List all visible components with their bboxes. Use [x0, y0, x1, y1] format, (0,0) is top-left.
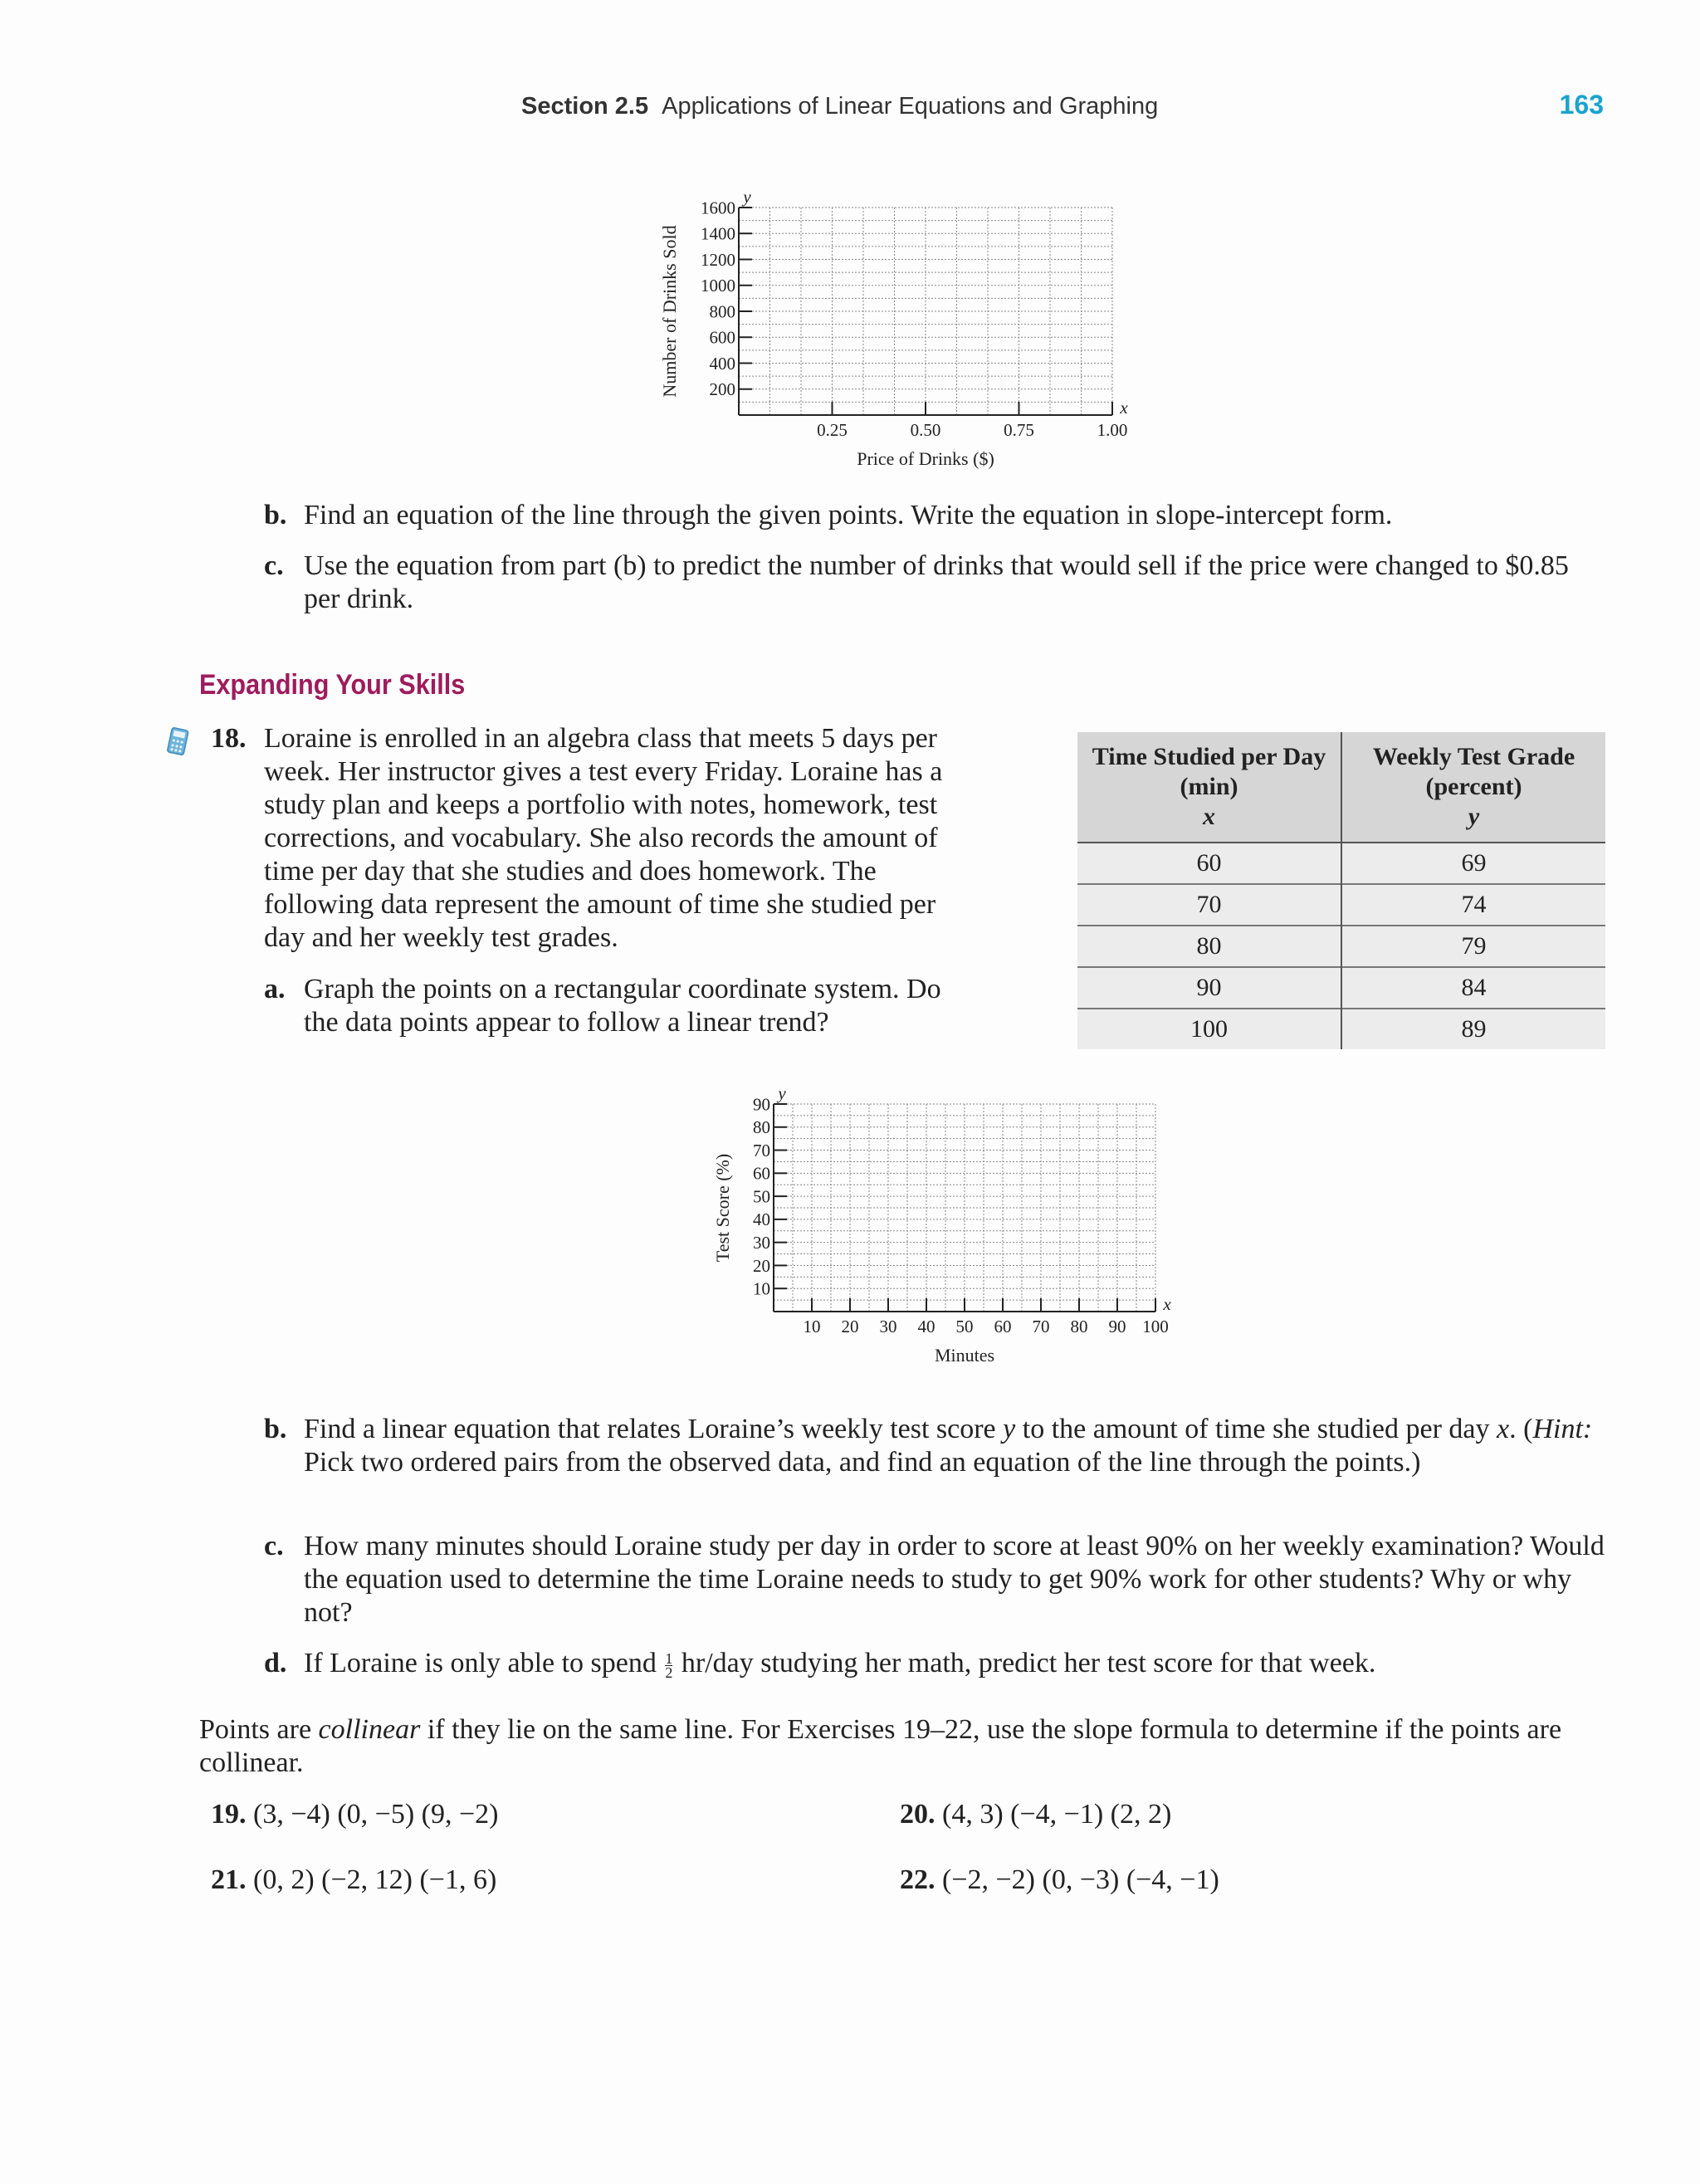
x-tick-label: 0.75 [1004, 420, 1034, 440]
y-tick-label: 30 [753, 1233, 770, 1253]
y-tick-label: 600 [709, 327, 735, 348]
y-axis-label: Test Score (%) [712, 1153, 733, 1263]
part-text: hr/day studying her math, predict her test score for that week. [674, 1648, 1376, 1678]
intro-line: Loraine is enrolled in an algebra class that meets 5 days per [264, 723, 937, 754]
y-axis-label: Number of Drinks Sold [659, 225, 680, 398]
exercise-19: 19. (3, −4) (0, −5) (9, −2) [211, 1799, 499, 1830]
collinear-instructions: Points are collinear if they lie on the same line. For Exercises 19–22, use the slope formula to determine if the points are collinear. [199, 1714, 1562, 1778]
part-text: If Loraine is only able to spend [304, 1648, 664, 1678]
calculator-icon [166, 727, 189, 757]
x-axis-label: Price of Drinks ($) [857, 448, 994, 469]
x-tick-label: 1.00 [1097, 420, 1128, 440]
table-row [1077, 884, 1605, 926]
x-axis-label: Minutes [934, 1345, 995, 1366]
intro-line: study plan and keeps a portfolio with notes, homework, test [264, 789, 938, 820]
y-axis-variable: y [778, 1083, 786, 1103]
table-cell: 100 [1077, 1009, 1341, 1049]
y-tick-label: 10 [753, 1278, 770, 1299]
exercise-20: 20. (4, 3) (−4, −1) (2, 2) [900, 1799, 1172, 1830]
x-tick-label: 30 [879, 1317, 897, 1336]
table-cell: 74 [1341, 884, 1605, 926]
x-tick-label: 70 [1032, 1317, 1050, 1336]
exercise-22: 22. (−2, −2) (0, −3) (−4, −1) [900, 1864, 1219, 1895]
y-tick-label: 1400 [701, 223, 735, 244]
y-tick-label: 200 [709, 379, 735, 400]
x-tick-label: 20 [841, 1317, 859, 1336]
x-tick-label: 80 [1070, 1317, 1088, 1336]
x-tick-label: 50 [955, 1317, 974, 1336]
part-label: c. [264, 550, 284, 581]
ex17-part-c [264, 550, 1609, 616]
table-cell: 70 [1077, 884, 1341, 926]
y-tick-label: 70 [753, 1140, 770, 1160]
intro-line: day and her weekly test grades. [264, 922, 618, 953]
part-line: the data points appear to follow a linear trend? [304, 1007, 829, 1038]
table-row [1077, 843, 1605, 884]
table-cell: 79 [1341, 926, 1605, 967]
part-text: Use the equation from part (b) to predict the number of drinks that would sell if the price were changed to $0.85 per drink. [304, 550, 1569, 614]
x-tick-label: 100 [1142, 1317, 1169, 1336]
y-tick-label: 50 [753, 1186, 770, 1207]
y-tick-label: 90 [753, 1094, 770, 1115]
drinks-chart [647, 174, 1179, 481]
table-header-time: Time Studied per Day (min) x [1077, 732, 1341, 843]
x-tick-label: 60 [994, 1317, 1012, 1336]
ex18-part-a [264, 973, 1028, 1039]
part-text: to the amount of time she studied per day [1015, 1414, 1497, 1444]
part-label: b. [264, 1414, 287, 1444]
part-text: Find an equation of the line through the given points. Write the equation in slope-intercept form. [304, 500, 1393, 530]
table-row [1077, 967, 1605, 1009]
y-tick-label: 40 [753, 1209, 770, 1230]
y-tick-label: 1000 [701, 276, 735, 296]
table-row [1077, 926, 1605, 967]
ex18-part-b [264, 1413, 1609, 1479]
y-axis-variable: y [743, 187, 751, 207]
section-heading: Expanding Your Skills [199, 669, 466, 701]
part-text: . ( [1509, 1414, 1533, 1444]
ex18-number: 18. [211, 723, 247, 754]
x-tick-label: 10 [803, 1317, 821, 1336]
section-label: Section 2.5 [521, 93, 649, 120]
section-title: Applications of Linear Equations and Graphing [662, 93, 1159, 120]
intro-line: week. Her instructor gives a test every Friday. Loraine has a [264, 756, 943, 787]
part-line: Graph the points on a rectangular coordinate system. Do [304, 974, 941, 1004]
intro-line: following data represent the amount of time she studied per [264, 889, 936, 920]
ex17-part-b [264, 499, 1609, 532]
part-label: b. [264, 500, 287, 530]
hint-label: Hint: [1532, 1414, 1593, 1444]
x-tick-label: 0.25 [817, 420, 848, 440]
ex18-part-d [264, 1647, 1609, 1680]
table-cell: 89 [1341, 1009, 1605, 1049]
intro-line: time per day that she studies and does homework. The [264, 856, 877, 887]
study-data-table [1077, 732, 1605, 1049]
var-x: x [1497, 1414, 1510, 1444]
table-row [1077, 1009, 1605, 1049]
part-text: How many minutes should Loraine study per day in order to score at least 90% on her weekly examination? Would the equation used to determine the time Loraine needs to study to get 90% work for other students? Why or why not? [304, 1531, 1605, 1628]
page-number: 163 [1559, 90, 1604, 120]
x-axis-variable: x [1163, 1294, 1171, 1314]
table-cell: 90 [1077, 967, 1341, 1009]
table-header-grade: Weekly Test Grade (percent) y [1341, 732, 1605, 843]
part-label: a. [264, 974, 286, 1004]
part-label: c. [264, 1531, 284, 1561]
fraction: $\frac{1}{2}$ [665, 1649, 673, 1681]
collinear-term: collinear [318, 1714, 421, 1745]
ex18-intro [264, 722, 1028, 955]
table-cell: 69 [1341, 843, 1605, 884]
part-text: Find a linear equation that relates Loraine’s weekly test score [304, 1414, 1004, 1444]
table-cell: 84 [1341, 967, 1605, 1009]
running-header [521, 93, 1158, 120]
exercise-21: 21. (0, 2) (−2, 12) (−1, 6) [211, 1864, 497, 1895]
intro-line: corrections, and vocabulary. She also records the amount of [264, 823, 938, 853]
part-text: Pick two ordered pairs from the observed data, and find an equation of the line through the points.) [304, 1447, 1421, 1478]
part-label: d. [264, 1648, 287, 1678]
y-tick-label: 1600 [701, 198, 735, 218]
table-cell: 60 [1077, 843, 1341, 884]
test-score-chart [697, 1071, 1195, 1378]
x-tick-label: 0.50 [910, 420, 941, 440]
table-cell: 80 [1077, 926, 1341, 967]
x-tick-label: 40 [917, 1317, 935, 1336]
x-tick-label: 90 [1108, 1317, 1126, 1336]
ex18-part-c [264, 1530, 1609, 1629]
y-tick-label: 1200 [701, 249, 735, 270]
y-tick-label: 800 [709, 301, 735, 322]
y-tick-label: 400 [709, 353, 735, 374]
y-tick-label: 60 [753, 1163, 770, 1184]
x-axis-variable: x [1120, 398, 1128, 418]
y-tick-label: 80 [753, 1117, 770, 1138]
y-tick-label: 20 [753, 1255, 770, 1276]
var-y: y [1003, 1414, 1016, 1444]
